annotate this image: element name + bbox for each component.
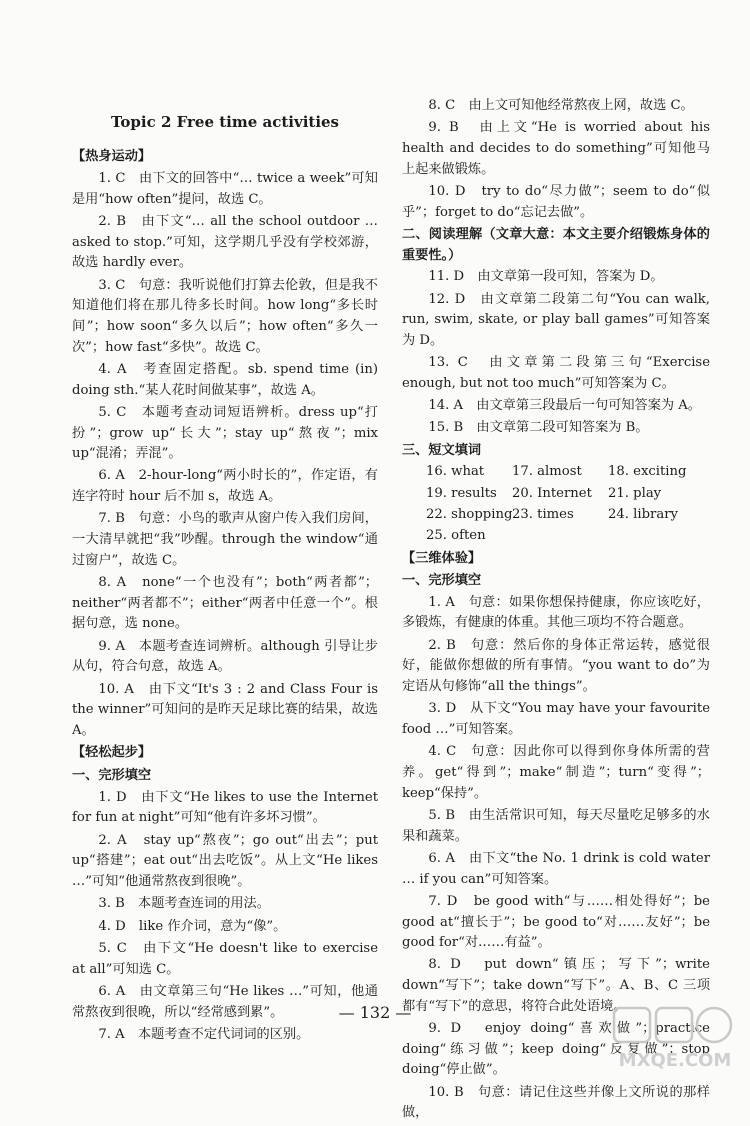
blank-answer: 20. Internet <box>512 485 592 501</box>
blank-fill-title: 三、短文填词 <box>402 442 482 458</box>
answer-item: 5. C 由下文“He doesn't like to exercise at all”可知选 C。 <box>72 940 378 977</box>
blank-answer: 23. times <box>512 506 574 522</box>
answer-item: 4. A 考查固定搭配。sb. spend time (in) doing sth.“某人花时间做某事”，故选 A。 <box>72 361 378 398</box>
blank-answer: 18. exciting <box>608 464 687 480</box>
section-easy-start-title: 【轻松起步】 <box>72 745 152 761</box>
answer-item: 8. C 由上文可知他经常熬夜上网，故选 C。 <box>428 98 694 113</box>
answer-item: 9. A 本题考查连词辨析。although 引导让步从句，符合句意，故选 A。 <box>72 638 378 675</box>
answer-item: 10. D try to do“尽力做”；seem to do“似乎”；forget to do“忘记去做”。 <box>402 183 710 220</box>
answer-item: 7. B 句意：小鸟的歌声从窗户传入我们房间，一大清早就把“我”吵醒。through the window“通过窗户”，故选 C。 <box>72 511 378 568</box>
warmup-answers <box>72 169 378 741</box>
blank-answer: 17. almost <box>512 464 582 480</box>
answer-item: 4. D like 作介词，意为“像”。 <box>98 918 287 934</box>
answer-item: 8. D put down“镇压；写下”；write down“写下”；take down“写下”。A、B、C 三项都有“写下”的意思，将符合此处语境。 <box>402 957 710 1014</box>
answer-item: 5. C 本题考查动词短语辨析。dress up“打扮”；grow up“长大”；stay up“熬夜”；mix up“混淆；弄混”。 <box>72 404 378 462</box>
svg-text:MXQE.COM: MXQE.COM <box>618 1050 732 1071</box>
answer-item: 8. A none“一个也没有”；both“两者都”；neither“两者都不”；either“两者中任意一个”。根据句意，选 none。 <box>72 575 378 632</box>
answer-item: 2. B 由下文“… all the school outdoor … asked to stop.”可知，这学期几乎没有学校郊游，故选 hardly ever。 <box>72 214 378 271</box>
right-column <box>402 96 710 1126</box>
blank-answer: 24. library <box>608 506 678 522</box>
answer-item: 2. B 句意：然后你的身体正常运转，感觉很好，能做你想做的所有事情。“you want to do”为定语从句修饰“all the things”。 <box>402 637 710 694</box>
left-column <box>72 96 378 1047</box>
blank-answer: 19. results <box>426 485 497 501</box>
section-warmup-title: 【热身运动】 <box>72 148 152 164</box>
answer-item: 3. B 本题考查连词的用法。 <box>98 896 270 912</box>
answer-item: 9. B 由上文“He is worried about his health and decides to do something”可知他马上起来做锻炼。 <box>402 120 710 177</box>
answer-item: 10. B 句意：请记住这些并像上文所说的那样做， <box>402 1084 710 1121</box>
answer-item: 6. A 由下文“the No. 1 drink is cold water … if you can”可知答案。 <box>402 850 710 887</box>
answer-item: 4. C 句意：因此你可以得到你身体所需的营养。get“得到”；make“制造”；turn“变得”；keep“保持”。 <box>402 744 710 801</box>
answer-item: 1. C 由下文的回答中“… twice a week”可知是用“how often”提问，故选 C。 <box>72 171 378 207</box>
answer-item: 6. A 2-hour-long“两小时长的”，作定语，有连字符时 hour 后不加 s，故选 A。 <box>72 468 378 505</box>
answer-item: 14. A 由文章第三段最后一句可知答案为 A。 <box>428 398 701 414</box>
answer-item: 12. D 由文章第二段第二句“You can walk, run, swim, skate, or play ball games”可知答案为 D。 <box>402 291 710 348</box>
answer-item: 7. D be good with“与……相处得好”；be good at“擅长于”；be good to“对……友好”；be good for“对……有益”。 <box>402 893 710 951</box>
answer-item: 13. C 由文章第二段第三句“Exercise enough, but not too much”可知答案为 C。 <box>402 355 710 391</box>
answer-item: 2. A stay up“熬夜”；go out“出去”；put up“搭建”；eat out“出去吃饭”。从上文“He likes …”可知“他通常熬夜到很晚”。 <box>72 832 378 889</box>
reading-title: 二、阅读理解（文章大意：本文主要介绍锻炼身体的重要性。） <box>402 226 710 263</box>
answer-item: 5. B 由生活常识可知，每天尽量吃足够多的水果和蔬菜。 <box>402 807 710 844</box>
answer-item: 3. D 从下文“You may have your favourite food …”可知答案。 <box>402 701 710 737</box>
blank-answer: 16. what <box>426 464 485 480</box>
answer-item: 9. D enjoy doing“喜欢做”；practice doing“练习做”；keep doing“反复做”；stop doing“停止做”。 <box>402 1021 710 1078</box>
blank-answer: 21. play <box>608 485 662 501</box>
cloze-subtitle: 一、完形填空 <box>72 767 152 783</box>
answer-item: 10. A 由下文“It's 3 : 2 and Class Four is the winner”可知问的是昨天足球比赛的结果，故选 A。 <box>72 681 378 738</box>
answer-item: 15. B 由文章第二段可知答案为 B。 <box>428 420 649 436</box>
answer-item: 1. D 由下文“He likes to use the Internet for fun at night”可知“他有许多坏习惯”。 <box>72 789 378 826</box>
reading-answers <box>402 267 710 439</box>
blank-fill-answers <box>426 462 710 546</box>
watermark-logo <box>610 1004 740 1076</box>
section-3d-title: 【三维体验】 <box>402 550 482 566</box>
answer-item: 6. A 由文章第三句“He likes …”可知，他通常熬夜到很晚，所以“经常感到累”。 <box>72 983 378 1020</box>
page-number: — 132 — <box>338 1003 412 1022</box>
cloze-subtitle-2: 一、完形填空 <box>402 573 482 589</box>
blank-answer: 25. often <box>426 528 486 544</box>
answer-item: 1. A 句意：如果你想保持健康，你应该吃好，多锻炼，有健康的体重。其他三项均不符合题意。 <box>402 594 710 631</box>
blank-answer: 22. shopping <box>426 506 513 522</box>
answer-item: 7. A 本题考查不定代词词的区别。 <box>98 1026 310 1042</box>
answer-item: 11. D 由文章第一段可知，答案为 D。 <box>428 269 664 285</box>
topic-title: Topic 2 Free time activities <box>110 113 340 131</box>
cloze-answers-continued <box>402 96 710 223</box>
answer-item: 3. C 句意：我听说他们打算去伦敦，但是我不知道他们将在那儿待多长时间。how long“多长时间”；how soon“多久以后”；how often“多久一次”；how fast“多快”。故选 C。 <box>72 277 378 355</box>
